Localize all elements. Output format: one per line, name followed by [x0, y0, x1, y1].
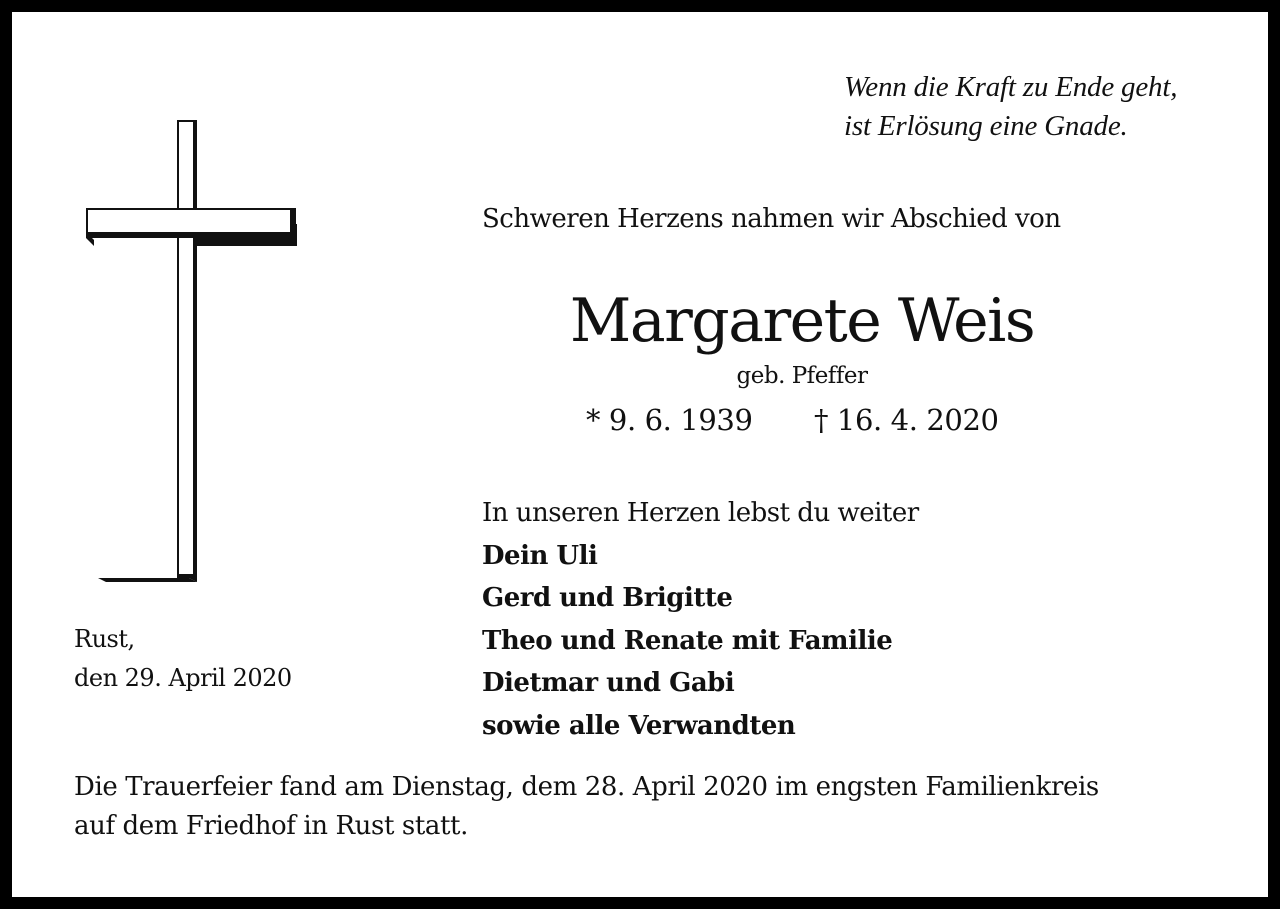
motto-quote: [844, 68, 1177, 146]
mourner-name: sowie alle Verwandten: [482, 710, 796, 741]
mourners-lead: In unseren Herzen lebst du weiter: [482, 498, 919, 528]
maiden-name: geb. Pfeffer: [736, 363, 868, 389]
deceased-name: Margarete Weis: [569, 286, 1035, 356]
death-date: † 16. 4. 2020: [814, 403, 999, 437]
mourner-name: Gerd und Brigitte: [482, 583, 733, 613]
date: den 29. April 2020: [74, 664, 292, 692]
mourner-name: Dein Uli: [482, 540, 598, 571]
cross-icon: [86, 120, 306, 582]
intro-text: Schweren Herzens nahmen wir Abschied von: [482, 204, 1061, 234]
funeral-notice: [74, 768, 1099, 846]
place-date: [74, 620, 292, 698]
funeral-notice-line-1: Die Trauerfeier fand am Dienstag, dem 28. April 2020 im engsten Familienkreis: [74, 772, 1099, 802]
mourners-list: [482, 492, 919, 747]
motto-line-2: ist Erlösung eine Gnade.: [844, 110, 1128, 142]
place: Rust,: [74, 625, 135, 653]
motto-line-1: Wenn die Kraft zu Ende geht,: [844, 71, 1178, 103]
birth-date: * 9. 6. 1939: [586, 403, 753, 437]
obituary-notice: [12, 12, 1268, 897]
funeral-notice-line-2: auf dem Friedhof in Rust statt.: [74, 811, 468, 841]
mourner-name: Dietmar und Gabi: [482, 668, 735, 698]
mourner-name: Theo und Renate mit Familie: [482, 625, 893, 656]
